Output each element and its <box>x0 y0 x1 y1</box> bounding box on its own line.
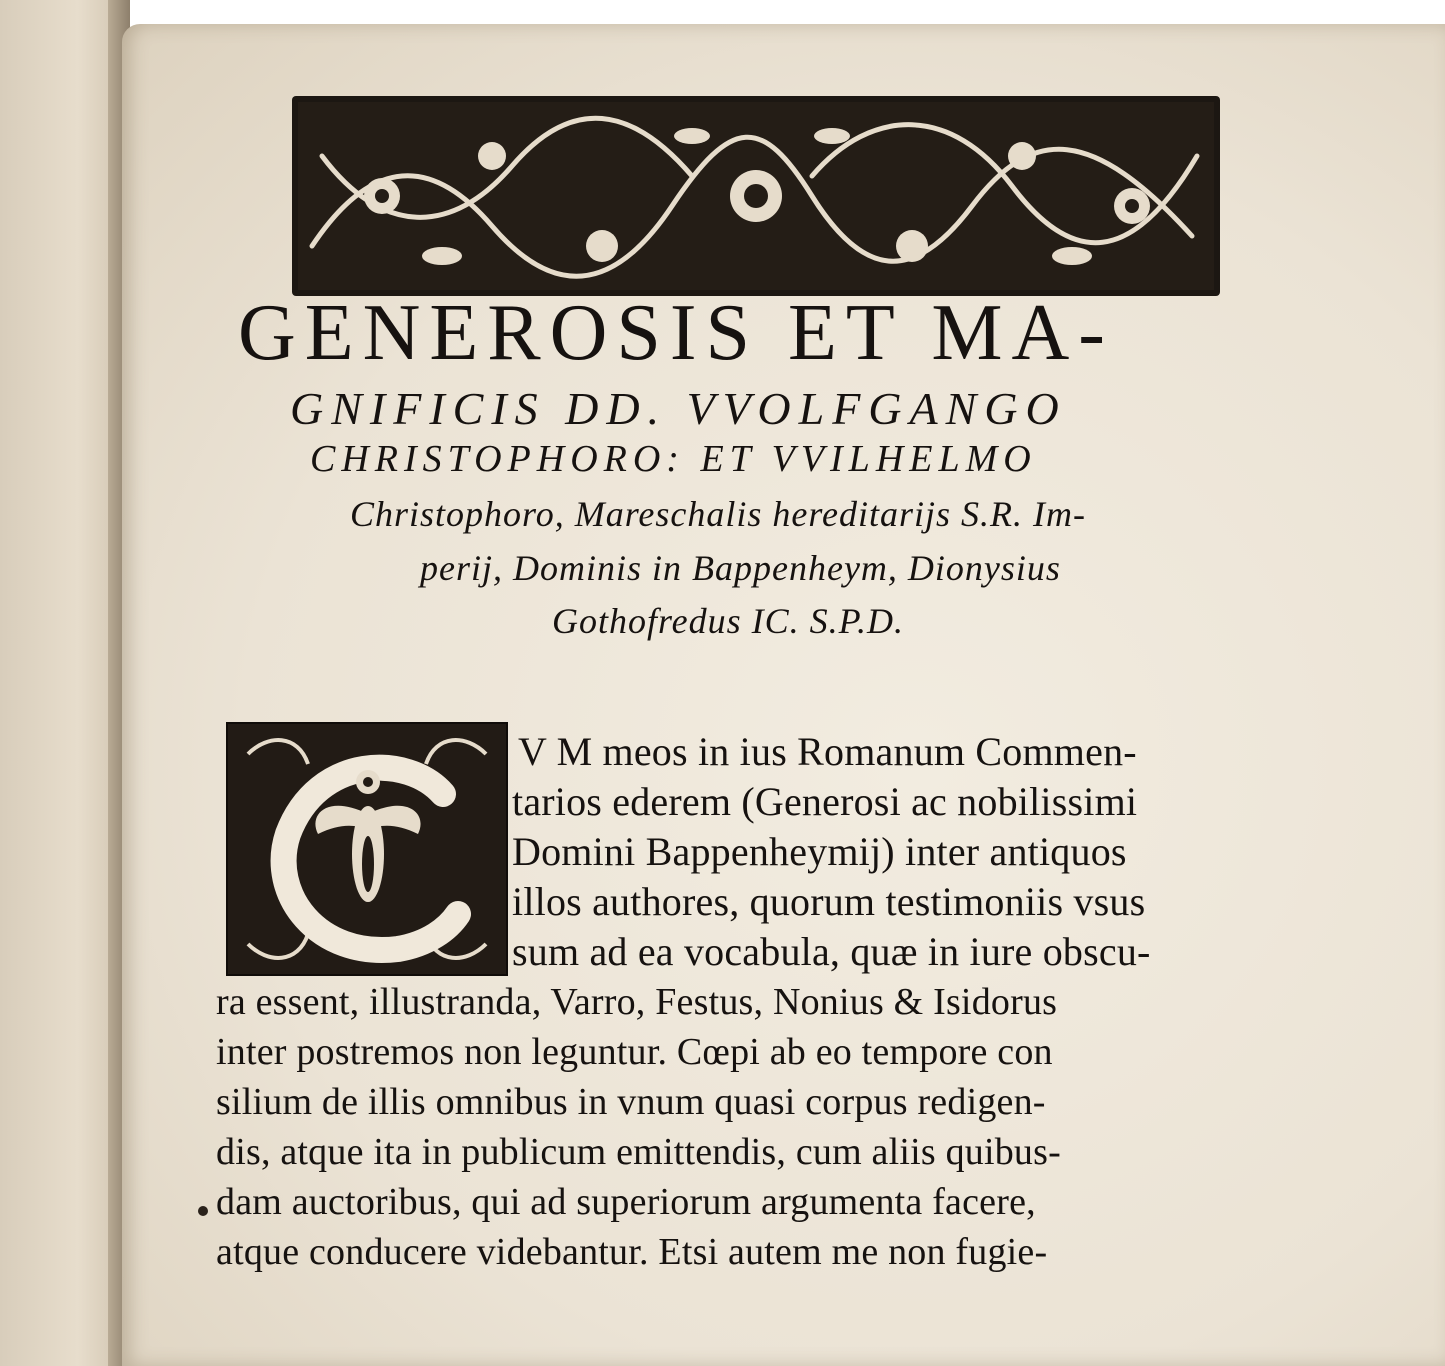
dedication-line-3: Christophoro, Mareschalis hereditarijs S.R. Im- <box>350 494 1086 534</box>
dedication-line-5: Gothofredus IC. S.P.D. <box>552 601 905 641</box>
woodcut-initial-letter <box>226 722 508 976</box>
margin-ink-dot <box>198 1206 208 1216</box>
dedication-line-4: perij, Dominis in Bappenheym, Dionysius <box>420 548 1061 588</box>
body-line-11: atque conducere videbantur. Etsi autem me non fugie- <box>216 1231 1048 1273</box>
initial-c-illustration <box>228 724 506 974</box>
dedication-line-2: CHRISTOPHORO: ET VVILHELMO <box>310 438 1037 480</box>
woodcut-headpiece-ornament <box>292 96 1220 296</box>
body-line-7: inter postremos non leguntur. Cœpi ab eo tempore con <box>216 1031 1053 1073</box>
body-line-10: dam auctoribus, qui ad superiorum argumenta facere, <box>216 1181 1036 1223</box>
body-line-9: dis, atque ita in publicum emittendis, cum aliis quibus- <box>216 1131 1061 1173</box>
body-line-8: silium de illis omnibus in vnum quasi corpus redigen- <box>216 1081 1046 1123</box>
body-line-1: V M meos in ius Romanum Commen- <box>518 729 1137 774</box>
body-line-4: illos authores, quorum testimoniis vsus <box>512 879 1146 924</box>
body-line-2: tarios ederem (Generosi ac nobilissimi <box>512 779 1138 824</box>
body-line-6: ra essent, illustranda, Varro, Festus, Nonius & Isidorus <box>216 981 1058 1023</box>
body-line-5: sum ad ea vocabula, quæ in iure obscu- <box>512 929 1151 974</box>
dedication-line-1: GNIFICIS DD. VVOLFGANGO <box>290 383 1067 434</box>
dedication-title: GENEROSIS ET MA- <box>238 289 1114 377</box>
headpiece-vine-pattern <box>292 96 1220 296</box>
body-line-3: Domini Bappenheymij) inter antiquos <box>512 829 1127 874</box>
